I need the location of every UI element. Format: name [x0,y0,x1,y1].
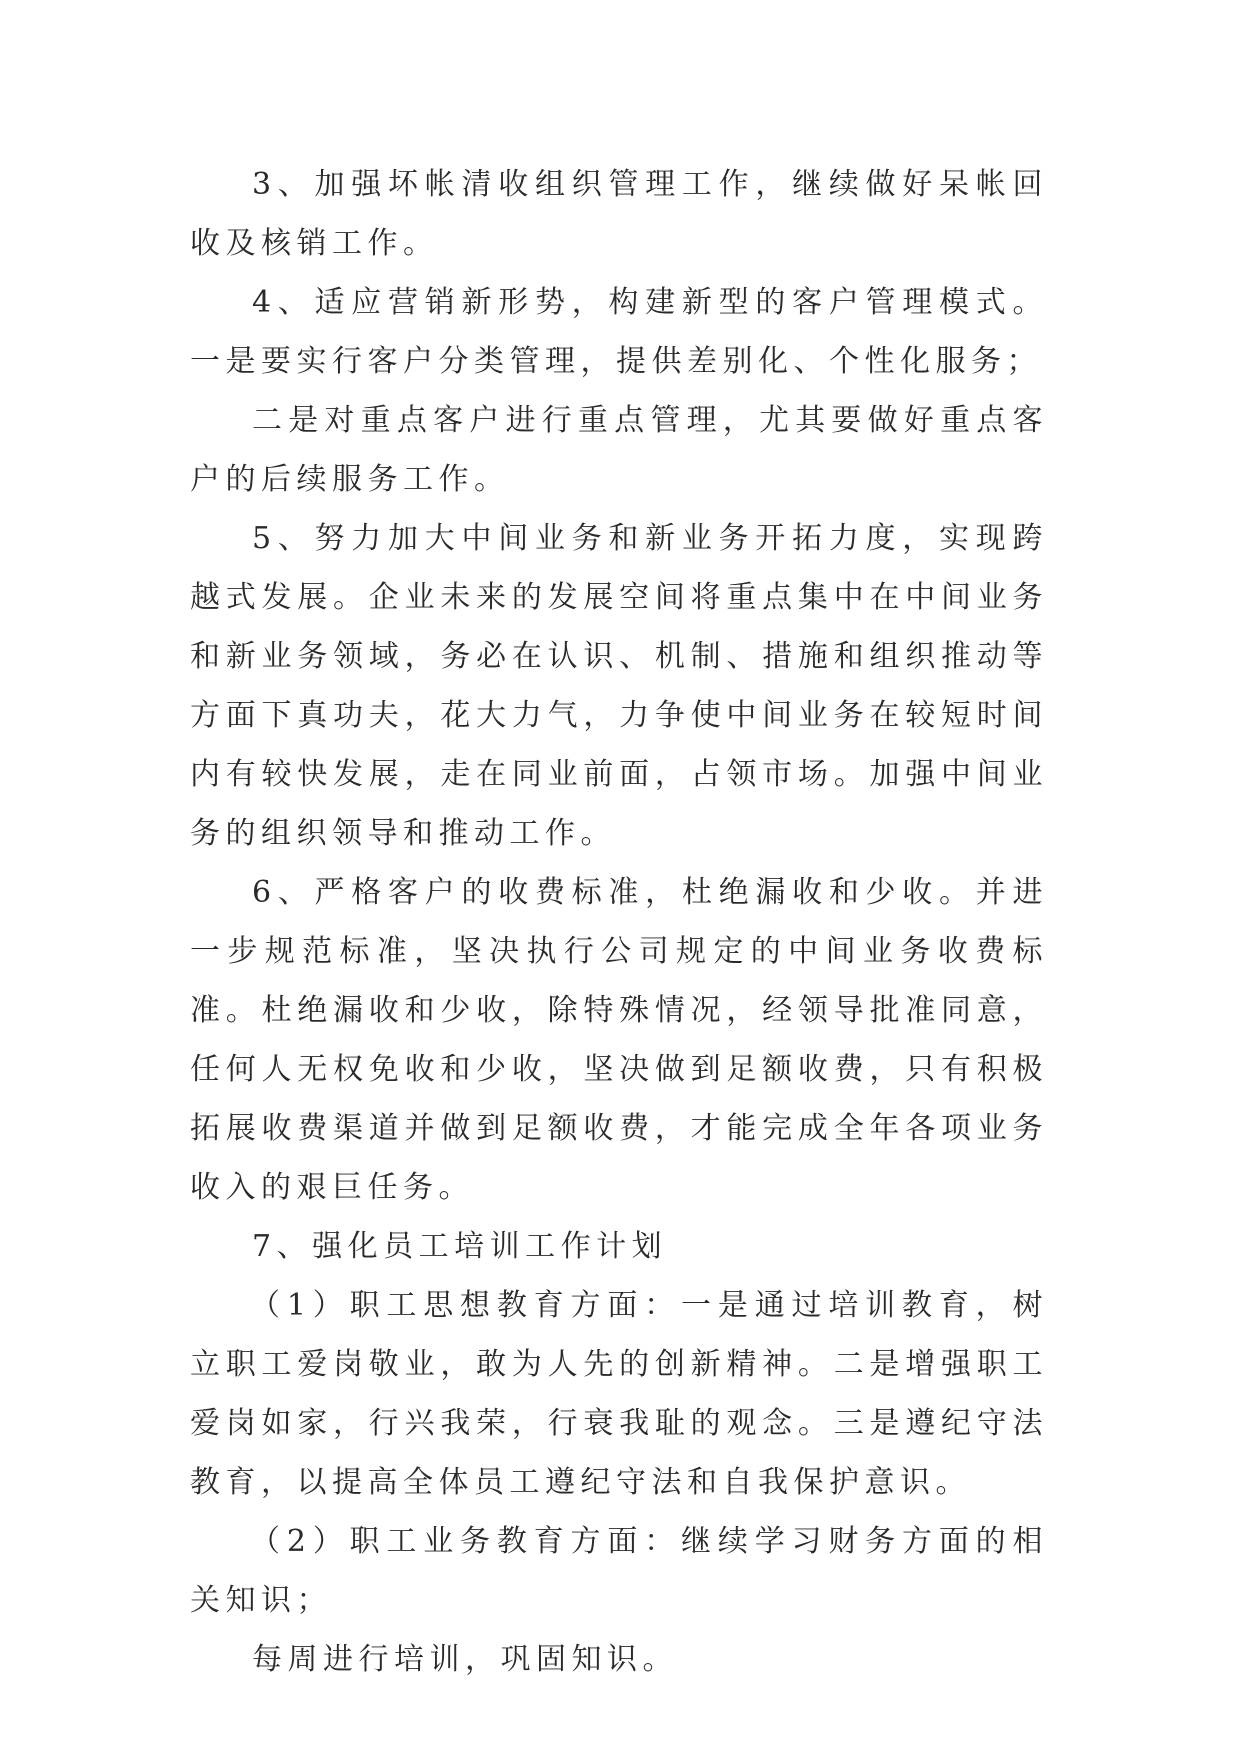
paragraph-key-customers: 二是对重点客户进行重点管理，尤其要做好重点客户的后续服务工作。 [190,403,1048,497]
paragraph-customer-management: 4、适应营销新形势，构建新型的客户管理模式。一是要实行客户分类管理，提供差别化、个性化服务； [190,285,1048,379]
paragraph-training-plan-heading: 7、强化员工培训工作计划 [252,1229,668,1264]
document-body [190,155,1048,1689]
paragraph-ideological-education: （1）职工思想教育方面：一是通过培训教育，树立职工爱岗敬业，敢为人先的创新精神。二是增强职工爱岗如家，行兴我荣，行衰我耻的观念。三是遵纪守法教育，以提高全体员工遵纪守法和自我保护意识。 [190,1288,1048,1500]
paragraph-intermediate-business: 5、努力加大中间业务和新业务开拓力度，实现跨越式发展。企业未来的发展空间将重点集中在中间业务和新业务领域，务必在认识、机制、措施和组织推动等方面下真功夫，花大力气，力争使中间业务在较短时间内有较快发展，走在同业前面，占领市场。加强中间业务的组织领导和推动工作。 [190,521,1048,851]
paragraph-bad-debt: 3、加强坏帐清收组织管理工作，继续做好呆帐回收及核销工作。 [190,167,1048,261]
paragraph-fee-standards: 6、严格客户的收费标准，杜绝漏收和少收。并进一步规范标准，坚决执行公司规定的中间业务收费标准。杜绝漏收和少收，除特殊情况，经领导批准同意，任何人无权免收和少收，坚决做到足额收费，只有积极拓展收费渠道并做到足额收费，才能完成全年各项业务收入的艰巨任务。 [190,875,1048,1205]
paragraph-weekly-training: 每周进行培训，巩固知识。 [252,1642,678,1677]
paragraph-business-education: （2）职工业务教育方面：继续学习财务方面的相关知识； [190,1524,1048,1618]
